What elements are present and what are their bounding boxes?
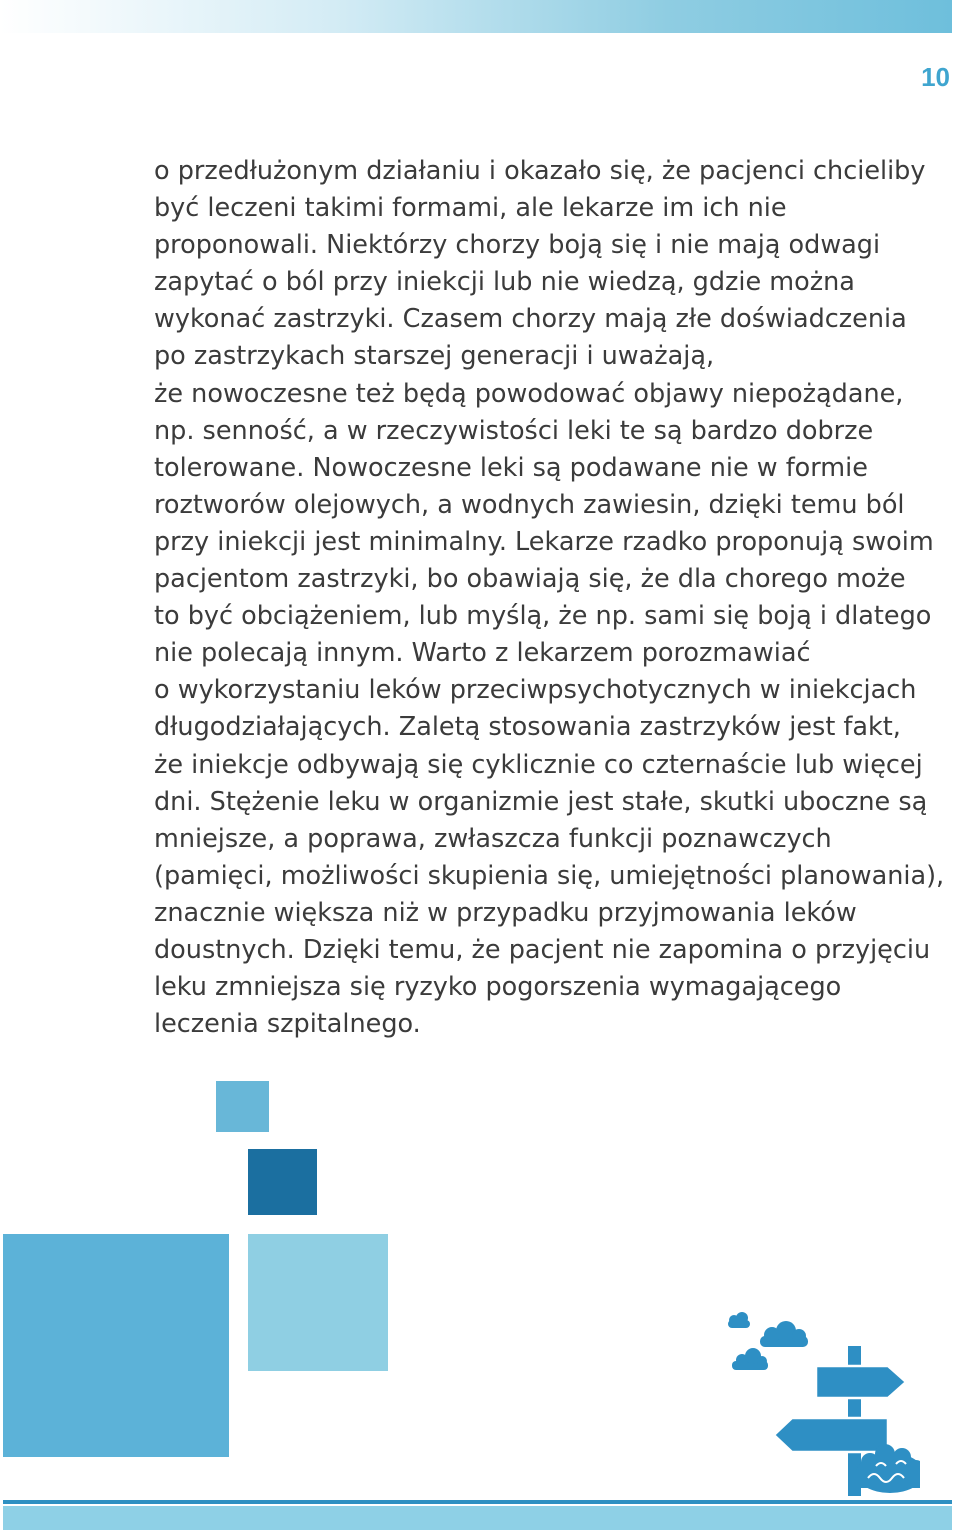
signpost-illustration [720, 1306, 920, 1506]
paragraph-line: po zastrzykach starszej generacji i uważają, [154, 341, 715, 372]
paragraph-line: dni. Stężenie leku w organizmie jest stałe, skutki uboczne są [154, 786, 928, 817]
paragraph-line: roztworów olejowych, a wodnych zawiesin, dzięki temu ból [154, 489, 905, 520]
cloud-icon [732, 1348, 768, 1370]
cloud-icon [760, 1321, 808, 1347]
paragraph-line: przy iniekcji jest minimalny. Lekarze rzadko proponują swoim [154, 526, 934, 557]
paragraph-line: znacznie większa niż w przypadku przyjmowania leków [154, 897, 857, 928]
paragraph-line: np. senność, a w rzeczywistości leki te są bardzo dobrze [154, 415, 874, 446]
paragraph-line: o wykorzystaniu leków przeciwpsychotycznych w iniekcjach [154, 675, 917, 706]
paragraph-line: leczenia szpitalnego. [154, 1009, 421, 1040]
paragraph-line: (pamięci, możliwości skupienia się, umiejętności planowania), [154, 860, 945, 891]
sign-arrow-right-icon [816, 1366, 906, 1398]
decorative-square-light [216, 1081, 269, 1132]
top-header-band [0, 0, 952, 33]
page-number: 10 [921, 62, 950, 92]
paragraph-line: że iniekcje odbywają się cyklicznie co czternaście lub więcej [154, 749, 923, 780]
paragraph-line: długodziałających. Zaletą stosowania zastrzyków jest fakt, [154, 712, 901, 743]
paragraph-line: pacjentom zastrzyki, bo obawiają się, że dla chorego może [154, 564, 906, 595]
paragraph-line: leku zmniejsza się ryzyko pogorszenia wymagającego [154, 972, 842, 1003]
decorative-square-pale [248, 1234, 388, 1371]
bottom-footer-band [3, 1500, 952, 1530]
paragraph-line: być leczeni takimi formami, ale lekarze im ich nie [154, 193, 787, 224]
paragraph-line: doustnych. Dzięki temu, że pacjent nie zapomina o przyjęciu [154, 934, 931, 965]
paragraph-line: wykonać zastrzyki. Czasem chorzy mają złe doświadczenia [154, 304, 907, 335]
sign-arrow-left-icon [774, 1418, 888, 1452]
paragraph-line: że nowoczesne też będą powodować objawy niepożądane, [154, 378, 904, 409]
cloud-icon [728, 1312, 750, 1328]
paragraph-line: o przedłużonym działaniu i okazało się, że pacjenci chcieliby [154, 156, 926, 186]
paragraph-line: mniejsze, a poprawa, zwłaszcza funkcji poznawczych [154, 823, 832, 854]
paragraph-line: nie polecają innym. Warto z lekarzem porozmawiać [154, 638, 811, 669]
paragraph-line: to być obciążeniem, lub myślą, że np. sami się boją i dlatego [154, 601, 932, 632]
paragraph-line: proponowali. Niektórzy chorzy boją się i nie mają odwagi [154, 230, 881, 261]
decorative-square-large [3, 1234, 229, 1457]
paragraph-line: tolerowane. Nowoczesne leki są podawane nie w formie [154, 452, 868, 483]
body-paragraph [154, 153, 954, 1043]
decorative-square-dark [248, 1149, 317, 1215]
paragraph-line: zapytać o ból przy iniekcji lub nie wiedzą, gdzie można [154, 267, 855, 298]
